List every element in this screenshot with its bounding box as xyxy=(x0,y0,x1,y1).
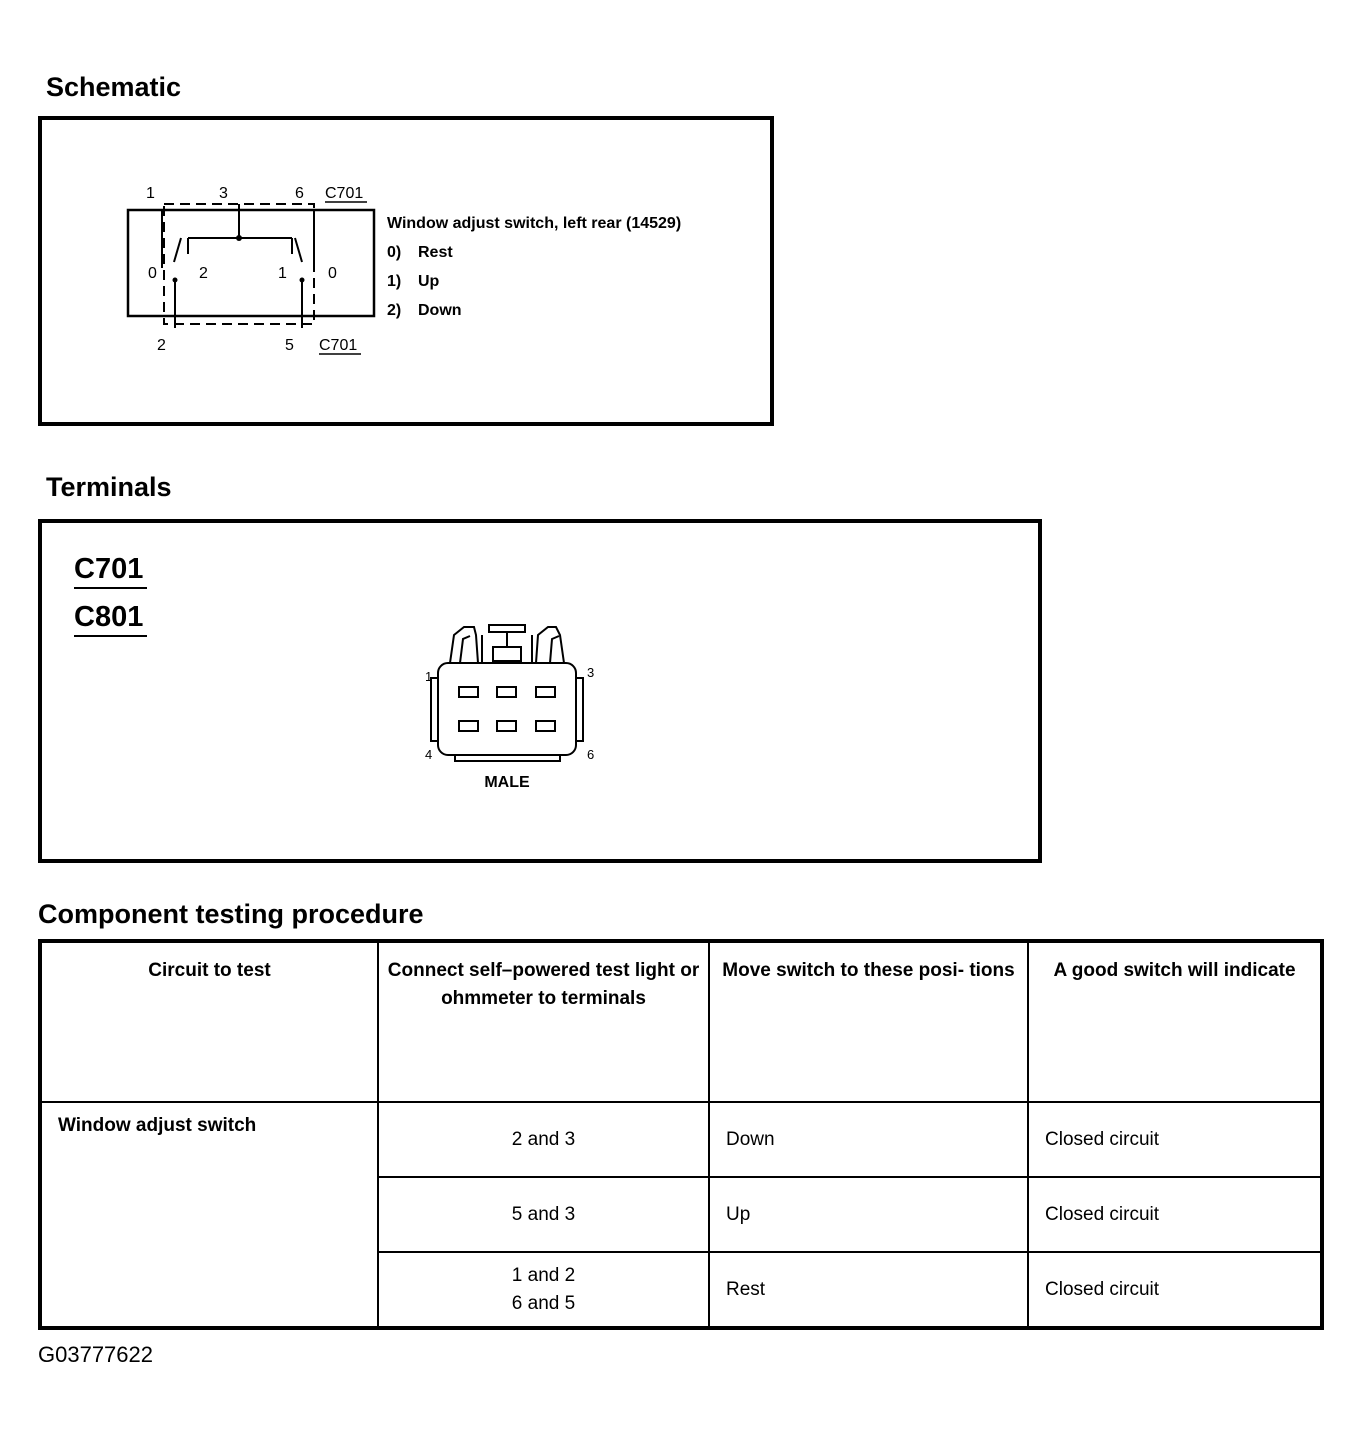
result-cell: Closed circuit xyxy=(1028,1102,1322,1177)
bottom-pin-2: 2 xyxy=(157,337,166,354)
contact-label-right-0: 0 xyxy=(328,265,337,282)
position-0-num: 0) xyxy=(387,244,402,261)
figure-id: G03777622 xyxy=(38,1342,153,1367)
header-circuit-to-test: Circuit to test xyxy=(40,941,378,1102)
connector-housing xyxy=(431,625,583,761)
connector-gender-label: MALE xyxy=(484,774,530,791)
pin-label-3: 3 xyxy=(587,665,595,680)
bottom-pin-5: 5 xyxy=(285,337,294,354)
schematic-heading: Schematic xyxy=(46,72,182,102)
position-cell: Rest xyxy=(709,1252,1028,1328)
bottom-connector-label: C701 xyxy=(319,337,358,354)
pin-label-4: 4 xyxy=(425,747,433,762)
connector-name-c801: C801 xyxy=(74,601,144,633)
table-row xyxy=(40,1102,1322,1177)
component-title: Window adjust switch, left rear (14529) xyxy=(387,215,682,232)
connector-diagram xyxy=(42,523,1038,859)
switch-schematic xyxy=(42,120,770,422)
top-pin-6: 6 xyxy=(295,185,304,202)
terminals-value: 2 and 3 xyxy=(511,1128,576,1150)
result-cell: Closed circuit xyxy=(1028,1252,1322,1328)
contact-label-1: 1 xyxy=(278,265,287,282)
terminals-value: 5 and 3 xyxy=(511,1203,576,1225)
header-switch-positions: Move switch to these posi- tions xyxy=(709,941,1028,1102)
terminals-heading: Terminals xyxy=(46,472,172,502)
position-1-label: Up xyxy=(418,273,440,290)
position-cell: Down xyxy=(709,1102,1028,1177)
top-connector-label: C701 xyxy=(325,185,364,202)
connector-name-c701: C701 xyxy=(74,553,144,585)
position-2-label: Down xyxy=(418,302,462,319)
terminals-cell xyxy=(378,1177,709,1252)
pin-label-6: 6 xyxy=(587,747,595,762)
schematic-panel xyxy=(38,116,774,426)
top-pin-1: 1 xyxy=(146,185,155,202)
terminals-value: 1 and 2 xyxy=(511,1264,576,1286)
position-2-num: 2) xyxy=(387,302,402,319)
table-header-row xyxy=(40,941,1322,1102)
position-0-label: Rest xyxy=(418,244,453,261)
circuit-cell: Window adjust switch xyxy=(40,1102,378,1328)
contact-label-2: 2 xyxy=(199,265,208,282)
terminals-cell xyxy=(378,1102,709,1177)
position-cell: Up xyxy=(709,1177,1028,1252)
header-connect-terminals: Connect self–powered test light or ohmmeter to terminals xyxy=(378,941,709,1102)
procedure-table xyxy=(38,939,1324,1330)
terminals-value: 6 and 5 xyxy=(511,1292,576,1314)
result-cell: Closed circuit xyxy=(1028,1177,1322,1252)
procedure-heading: Component testing procedure xyxy=(38,899,424,929)
header-good-switch-indication: A good switch will indicate xyxy=(1028,941,1322,1102)
top-pin-3: 3 xyxy=(219,185,228,202)
terminals-panel xyxy=(38,519,1042,863)
position-1-num: 1) xyxy=(387,273,402,290)
pin-label-1: 1 xyxy=(425,669,433,684)
contact-label-left-0: 0 xyxy=(148,265,157,282)
terminals-cell xyxy=(378,1252,709,1328)
